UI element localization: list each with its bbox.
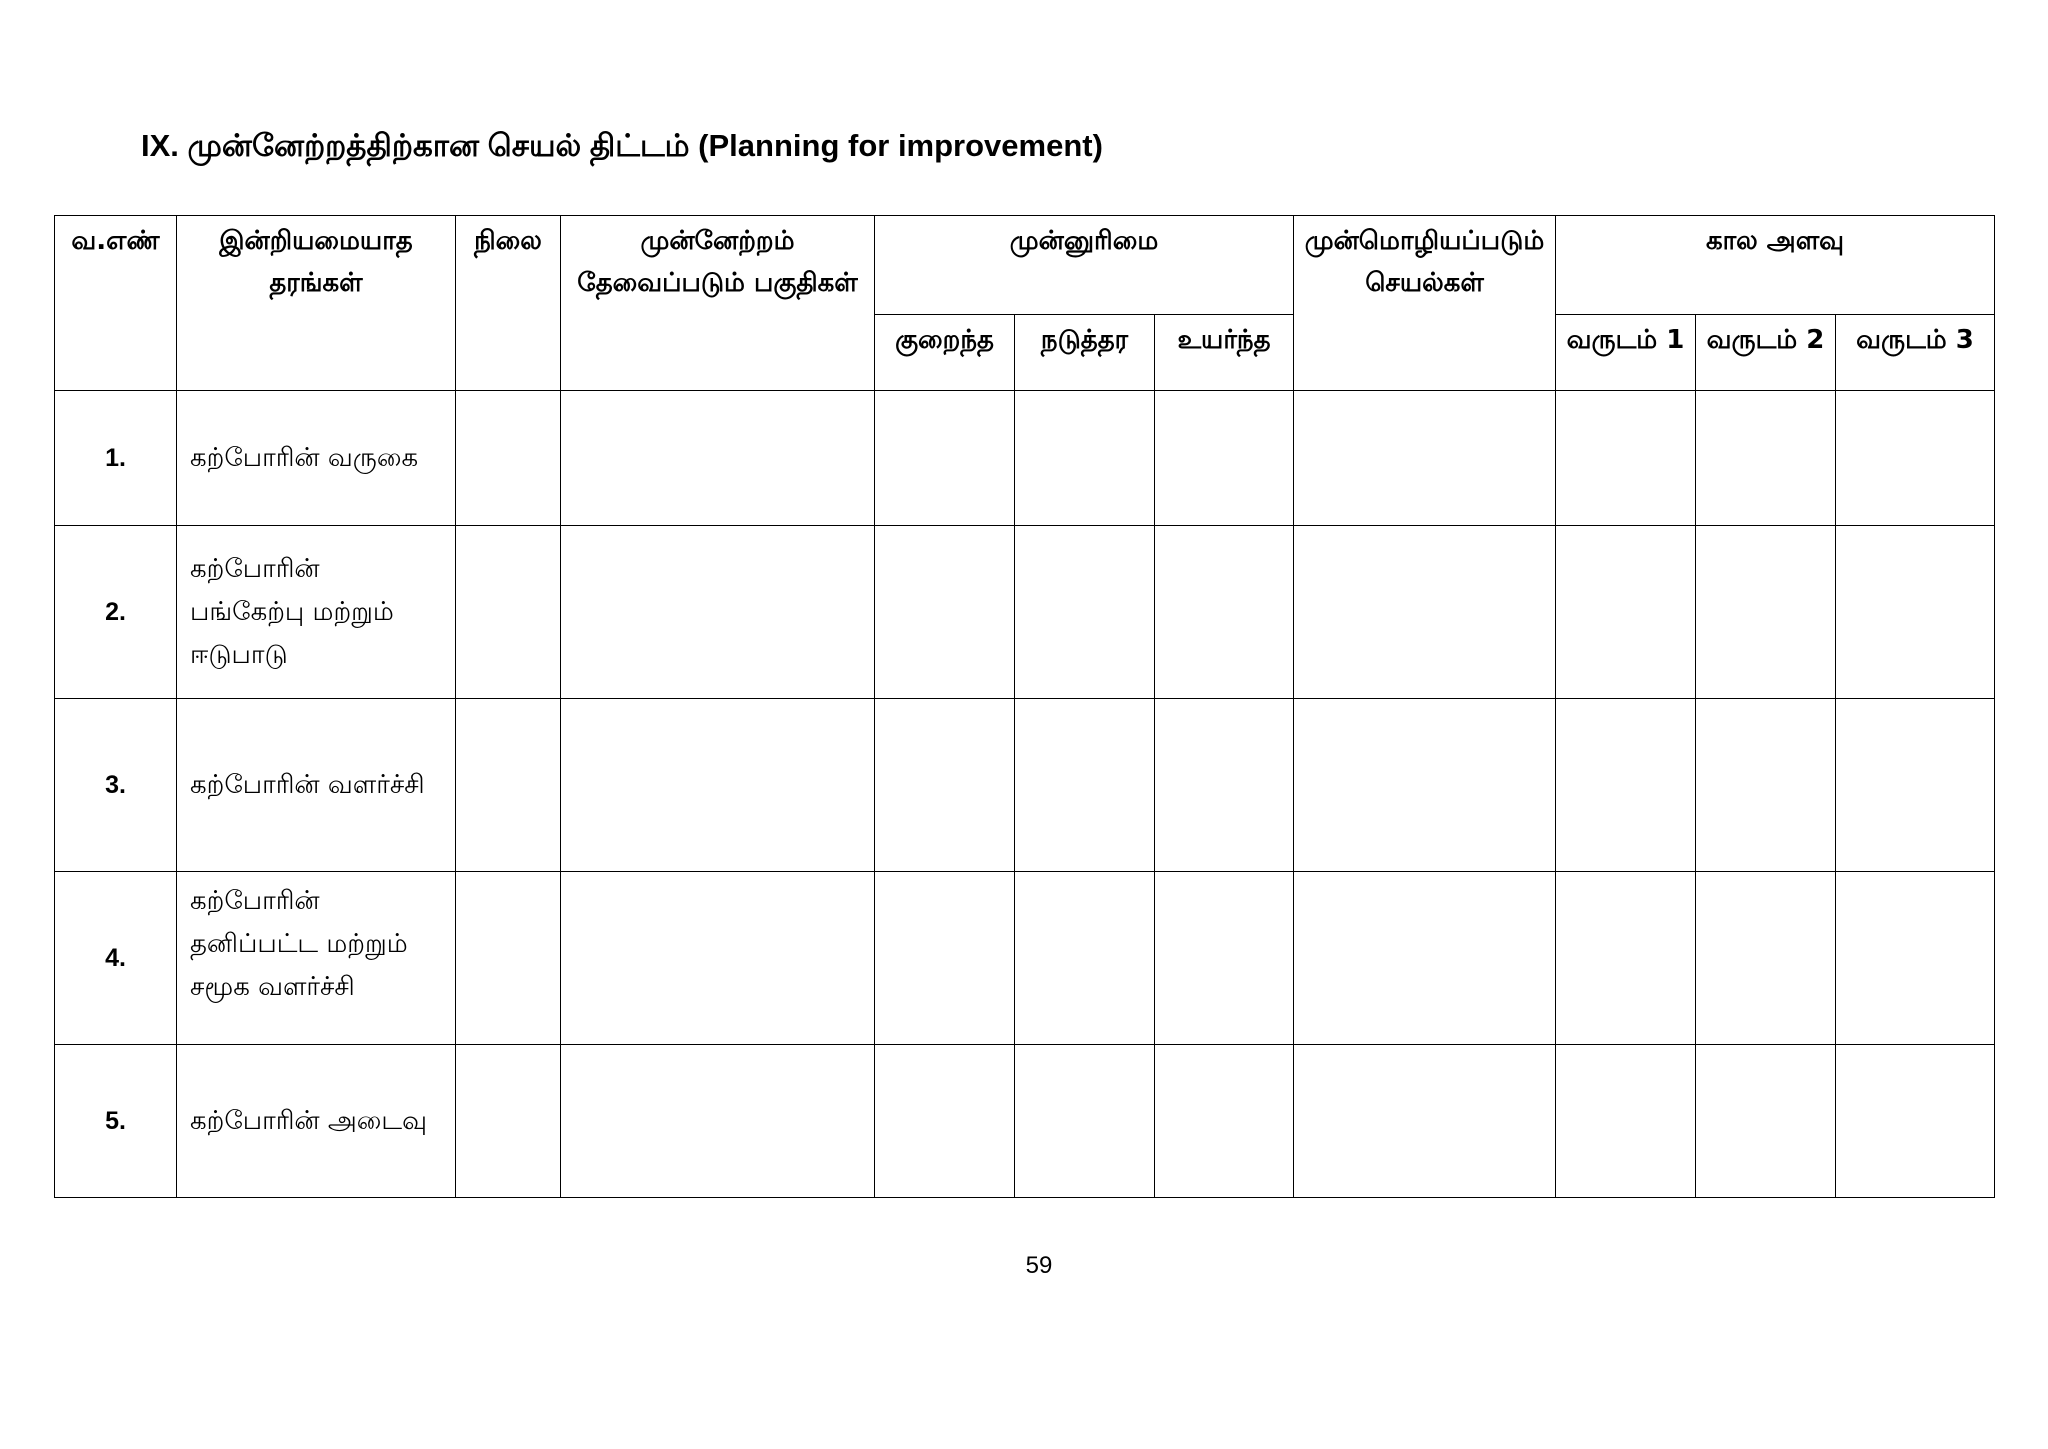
actions-cell <box>1294 391 1556 526</box>
improvement-cell <box>561 1045 875 1198</box>
year-1-cell <box>1556 391 1696 526</box>
year-1-cell <box>1556 699 1696 872</box>
year-2-cell <box>1696 872 1836 1045</box>
page-title: IX. முன்னேற்றத்திற்கான செயல் திட்டம் (Planning for improvement) <box>141 128 1103 163</box>
table-row <box>55 391 1995 526</box>
page-number: 59 <box>1025 1252 1053 1279</box>
priority-low-cell <box>875 1045 1015 1198</box>
row-standard: கற்போரின் தனிப்பட்ட மற்றும் சமூக வளர்ச்சி <box>177 872 456 1045</box>
priority-medium-cell <box>1015 391 1155 526</box>
priority-low-cell <box>875 699 1015 872</box>
header-row <box>55 216 1995 315</box>
header-serial: வ.எண் <box>55 216 177 391</box>
year-2-cell <box>1696 526 1836 699</box>
header-improvement-areas: முன்னேற்றம் தேவைப்படும் பகுதிகள் <box>561 216 875 391</box>
priority-high-cell <box>1155 391 1294 526</box>
year-3-cell <box>1836 526 1995 699</box>
row-standard: கற்போரின் அடைவு <box>177 1045 456 1198</box>
header-status: நிலை <box>456 216 561 391</box>
header-priority-medium: நடுத்தர <box>1015 315 1155 391</box>
priority-low-cell <box>875 872 1015 1045</box>
status-cell <box>456 699 561 872</box>
actions-cell <box>1294 1045 1556 1198</box>
priority-high-cell <box>1155 699 1294 872</box>
row-number: 5. <box>55 1045 177 1198</box>
actions-cell <box>1294 526 1556 699</box>
row-standard: கற்போரின் வருகை <box>177 391 456 526</box>
priority-medium-cell <box>1015 872 1155 1045</box>
header-priority: முன்னுரிமை <box>875 216 1294 315</box>
header-priority-low: குறைந்த <box>875 315 1015 391</box>
actions-cell <box>1294 699 1556 872</box>
improvement-cell <box>561 526 875 699</box>
header-priority-high: உயர்ந்த <box>1155 315 1294 391</box>
row-standard: கற்போரின் பங்கேற்பு மற்றும் ஈடுபாடு <box>177 526 456 699</box>
header-year-1: வருடம் 1 <box>1556 315 1696 391</box>
table-row <box>55 872 1995 1045</box>
actions-cell <box>1294 872 1556 1045</box>
priority-low-cell <box>875 391 1015 526</box>
year-3-cell <box>1836 699 1995 872</box>
status-cell <box>456 391 561 526</box>
table-row <box>55 1045 1995 1198</box>
priority-medium-cell <box>1015 526 1155 699</box>
priority-low-cell <box>875 526 1015 699</box>
priority-medium-cell <box>1015 699 1155 872</box>
year-3-cell <box>1836 1045 1995 1198</box>
header-year-3: வருடம் 3 <box>1836 315 1995 391</box>
priority-high-cell <box>1155 872 1294 1045</box>
improvement-cell <box>561 391 875 526</box>
row-number: 2. <box>55 526 177 699</box>
year-2-cell <box>1696 391 1836 526</box>
header-year-2: வருடம் 2 <box>1696 315 1836 391</box>
status-cell <box>456 526 561 699</box>
row-standard: கற்போரின் வளர்ச்சி <box>177 699 456 872</box>
year-2-cell <box>1696 1045 1836 1198</box>
row-number: 4. <box>55 872 177 1045</box>
status-cell <box>456 1045 561 1198</box>
improvement-cell <box>561 699 875 872</box>
improvement-plan-table <box>54 215 1995 1198</box>
table-row <box>55 699 1995 872</box>
year-3-cell <box>1836 391 1995 526</box>
row-number: 3. <box>55 699 177 872</box>
priority-medium-cell <box>1015 1045 1155 1198</box>
year-2-cell <box>1696 699 1836 872</box>
priority-high-cell <box>1155 1045 1294 1198</box>
year-1-cell <box>1556 526 1696 699</box>
header-essential-standards: இன்றியமையாத தரங்கள் <box>177 216 456 391</box>
year-1-cell <box>1556 1045 1696 1198</box>
status-cell <box>456 872 561 1045</box>
row-number: 1. <box>55 391 177 526</box>
header-proposed-actions: முன்மொழியப்படும் செயல்கள் <box>1294 216 1556 391</box>
year-3-cell <box>1836 872 1995 1045</box>
improvement-cell <box>561 872 875 1045</box>
table-row <box>55 526 1995 699</box>
header-timeframe: கால அளவு <box>1556 216 1995 315</box>
year-1-cell <box>1556 872 1696 1045</box>
priority-high-cell <box>1155 526 1294 699</box>
